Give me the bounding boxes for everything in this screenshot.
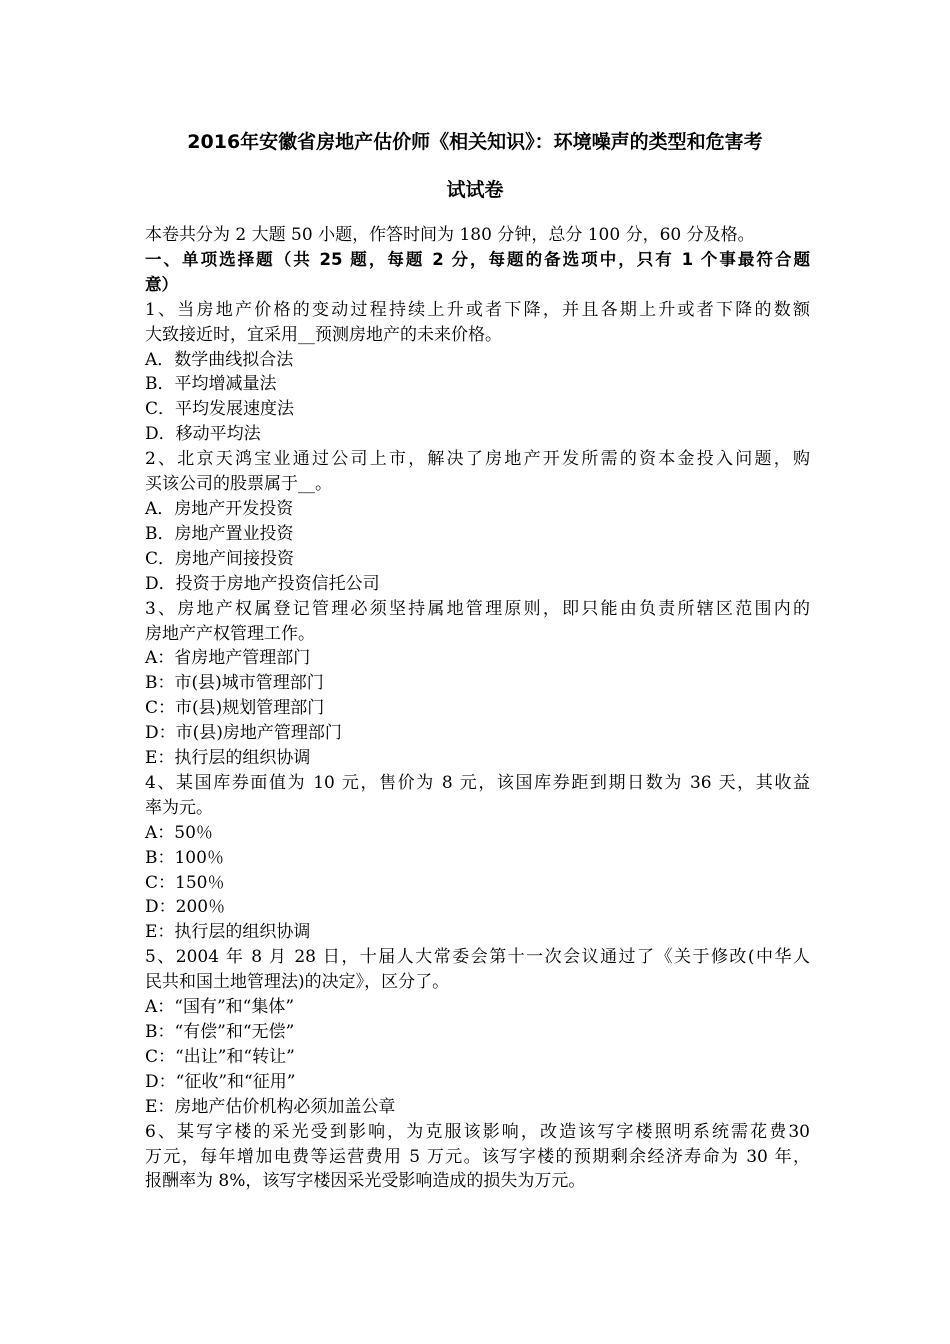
section-header-line-2: 意） <box>145 274 178 294</box>
question-3-stem-line-2: 房地产产权管理工作。 <box>145 623 315 644</box>
question-1-option-a: A．数学曲线拟合法 <box>145 349 294 370</box>
question-3-option-c: C：市(县)规划管理部门 <box>145 698 325 719</box>
question-2-option-a: A．房地产开发投资 <box>145 498 294 519</box>
question-2-option-d: D．投资于房地产投资信托公司 <box>145 573 380 594</box>
question-3-option-e: E：执行层的组织协调 <box>145 748 311 769</box>
question-4-option-b: B：100％ <box>145 847 224 868</box>
question-4-stem-line-2: 率为元。 <box>145 797 213 818</box>
question-1-option-c: C．平均发展速度法 <box>145 399 295 420</box>
question-1-option-b: B．平均增减量法 <box>145 374 277 395</box>
question-4-option-e: E：执行层的组织协调 <box>145 922 311 943</box>
question-5-option-d: D：“征收”和“征用” <box>145 1071 296 1092</box>
question-5-option-b: B：“有偿”和“无偿” <box>145 1022 295 1042</box>
question-1-option-d: D．移动平均法 <box>145 424 261 445</box>
question-3-stem-line-1: 3、房地产权属登记管理必须坚持属地管理原则，即只能由负责所辖区范围内的 <box>145 598 810 619</box>
question-6-stem-line-3: 报酬率为 8%，该写字楼因采光受影响造成的损失为万元。 <box>145 1171 586 1192</box>
question-6-stem-line-2: 万元，每年增加电费等运营费用 5 万元。该写字楼的预期剩余经济寿命为 30 年， <box>145 1146 810 1167</box>
question-6-stem-line-1: 6、某写字楼的采光受到影响，为克服该影响，改造该写字楼照明系统需花费30 <box>145 1121 810 1142</box>
question-1-stem-line-2: 大致接近时，宜采用__预测房地产的未来价格。 <box>145 324 502 345</box>
question-4-option-c: C：150％ <box>145 872 225 893</box>
question-2-stem-line-2: 买该公司的股票属于__。 <box>145 474 332 495</box>
question-3-option-d: D：市(县)房地产管理部门 <box>145 723 342 744</box>
section-header-line-1: 一、单项选择题（共 25 题，每题 2 分，每题的备选项中，只有 1 个事最符合题 <box>145 249 810 269</box>
question-2-option-b: B．房地产置业投资 <box>145 523 294 544</box>
document-title-line-2: 试试卷 <box>446 179 504 201</box>
question-2-stem-line-1: 2、北京天鸿宝业通过公司上市，解决了房地产开发所需的资本金投入问题，购 <box>145 449 810 470</box>
exam-intro: 本卷共分为 2 大题 50 小题，作答时间为 180 分钟，总分 100 分，60 分及格。 <box>145 225 755 245</box>
question-2-option-c: C．房地产间接投资 <box>145 548 295 569</box>
document-body <box>145 223 810 1194</box>
question-5-stem-line-2: 民共和国土地管理法)的决定》，区分了。 <box>145 972 450 993</box>
question-4-option-d: D：200％ <box>145 897 226 918</box>
document-title-line-1: 2016年安徽省房地产估价师《相关知识》：环境噪声的类型和危害考 <box>187 131 763 153</box>
question-5-option-e: E：房地产估价机构必须加盖公章 <box>145 1096 396 1117</box>
question-5-option-a: A：“国有”和“集体” <box>145 997 295 1018</box>
question-4-stem-line-1: 4、某国库券面值为 10 元，售价为 8 元，该国库券距到期日数为 36 天，其收益 <box>145 772 810 793</box>
question-1-stem-line-1: 1、当房地产价格的变动过程持续上升或者下降，并且各期上升或者下降的数额 <box>145 299 810 320</box>
question-5-option-c: C：“出让”和“转让” <box>145 1046 295 1067</box>
question-4-option-a: A：50％ <box>145 822 213 843</box>
question-3-option-a: A：省房地产管理部门 <box>145 648 311 669</box>
question-5-stem-line-1: 5、2004 年 8 月 28 日，十届人大常委会第十一次会议通过了《关于修改(中华人 <box>145 947 810 968</box>
question-3-option-b: B：市(县)城市管理部门 <box>145 673 324 694</box>
